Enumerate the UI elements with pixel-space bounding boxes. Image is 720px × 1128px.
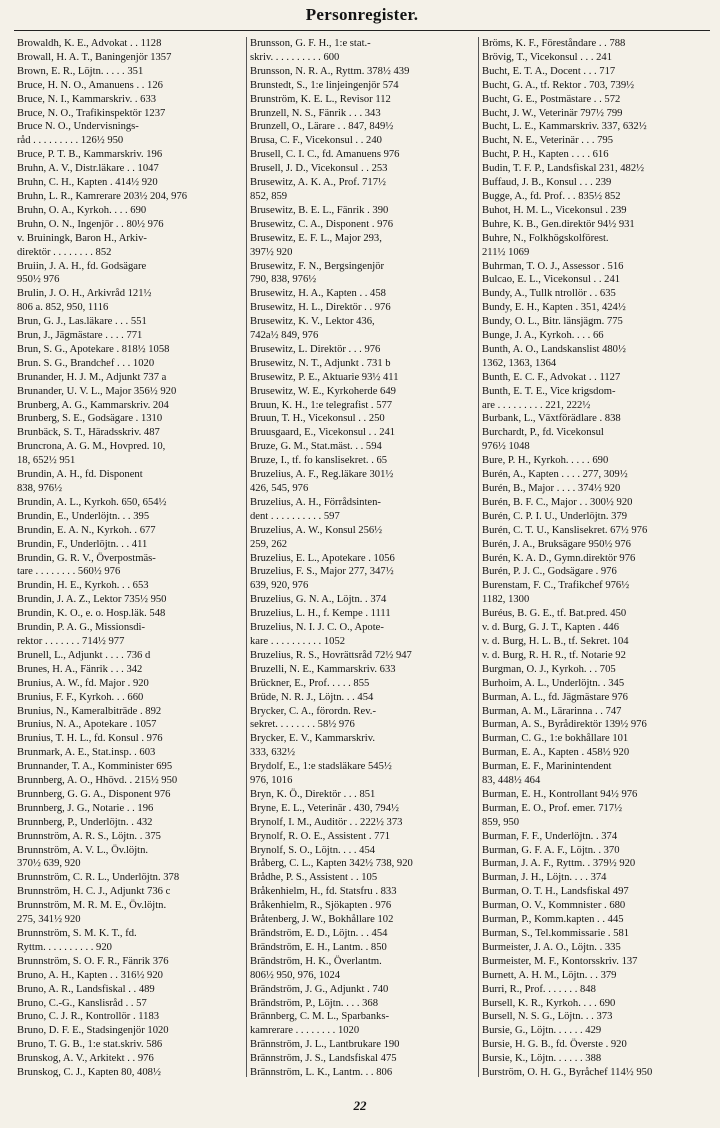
register-entry: Brundin, P. A. G., Missionsdi- xyxy=(17,622,146,634)
register-entry: Bursell, K. R., Kyrkoh. . . . 690 xyxy=(482,997,616,1009)
register-entry: 806½ 950, 976, 1024 xyxy=(250,969,341,981)
register-entry: Bure, P. H., Kyrkoh. . . . . 690 xyxy=(482,455,609,467)
register-entry: Brown, E. R., Löjtn. . . . . 351 xyxy=(17,65,144,77)
register-entry: v. d. Burg, R. H. R., tf. Notarie 92 xyxy=(482,649,626,661)
register-entry: Bruhn, L. R., Kamrerare 203½ 204, 976 xyxy=(17,190,188,202)
register-entry: Brändström, J. G., Adjunkt . 740 xyxy=(250,983,389,995)
register-entry: kamrerare . . . . . . . . 1020 xyxy=(250,1025,360,1037)
register-entry: Brunius, T. H. L., fd. Konsul . 976 xyxy=(17,733,163,745)
register-entry: Burman, J. A. F., Ryttm. . 379½ 920 xyxy=(482,858,636,870)
register-entry: Brunius, N. A., Apotekare . 1057 xyxy=(17,719,157,731)
register-entry: Brändström, E. D., Löjtn. . . 454 xyxy=(250,928,388,939)
register-entry: Brunius, A. W., fd. Major . 920 xyxy=(17,677,149,689)
register-entry: Bruce, N. O., Trafikinspektör 1237 xyxy=(17,107,166,119)
register-entry: Brusewitz, L. Direktör . . . 976 xyxy=(250,343,381,355)
register-entry: Burman, A. L., fd. Jägmästare 976 xyxy=(482,691,628,703)
register-entry: Brännberg, C. M. L., Sparbanks- xyxy=(250,1011,389,1023)
register-entry: 275, 341½ 920 xyxy=(17,914,81,926)
register-entry: Burén, B., Major . . . . 374½ 920 xyxy=(482,483,621,494)
register-entry: Bryn, K. Ö., Direktör . . . 851 xyxy=(250,788,376,800)
register-entry: Brunzell, O., Lärare . . 847, 849½ xyxy=(250,121,394,133)
register-entry: Bunth, E. T. E., Vice krigsdom- xyxy=(482,385,616,397)
page-number: 22 xyxy=(353,1098,367,1113)
register-entry: Bursell, N. S. G., Löjtn. . . 373 xyxy=(482,1011,613,1023)
register-entry: 976½ 1048 xyxy=(482,441,530,453)
register-entry: Brunander, H. J. M., Adjunkt 737 a xyxy=(17,371,167,383)
register-entry: Brynolf, S. O., Löjtn. . . . 454 xyxy=(250,844,376,856)
register-entry: direktör . . . . . . . . 852 xyxy=(17,246,112,258)
register-entry: Burman, E. A., Kapten . 458½ 920 xyxy=(482,747,630,759)
register-entry: Brundin, A. H., fd. Disponent xyxy=(17,469,143,481)
register-entry: are . . . . . . . . . 221, 222½ xyxy=(482,399,591,411)
register-entry: 806 a. 852, 950, 1116 xyxy=(17,302,109,314)
register-entry: Brun. S. G., Brandchef . . . 1020 xyxy=(17,357,155,369)
register-entry: Brunbäck, S. T., Häradsskriv. 487 xyxy=(17,427,160,439)
register-entry: Bundy, A., Tullk ntrollör . . 635 xyxy=(482,288,616,300)
register-entry: Bruun, T. H., Vicekonsul . . 250 xyxy=(250,413,385,425)
register-entry: Burman, G. F. A. F., Löjtn. . 370 xyxy=(482,844,620,856)
register-entry: råd . . . . . . . . . 126½ 950 xyxy=(17,135,124,147)
register-entry: Burén, A., Kapten . . . . 277, 309½ xyxy=(482,469,628,481)
register-entry: Brundin, E. A. N., Kyrkoh. . 677 xyxy=(17,524,156,536)
register-entry: Burri, R., Prof. . . . . . . 848 xyxy=(482,983,596,995)
register-entry: Burman, O. T. H., Landsfiskal 497 xyxy=(482,886,629,898)
register-entry: Bryne, E. L., Veterinär . 430, 794½ xyxy=(250,802,399,814)
register-entry: 333, 632½ xyxy=(250,747,296,759)
register-entry: 950½ 976 xyxy=(17,274,60,286)
register-entry: Brunberg, A. G., Kammarskriv. 204 xyxy=(17,399,169,411)
register-entry: Bucht, E. T. A., Docent . . . 717 xyxy=(482,65,616,77)
register-entry: Brusewitz, N. T., Adjunkt . 731 b xyxy=(250,357,391,369)
register-entry: Brunnberg, G. G. A., Disponent 976 xyxy=(17,788,171,800)
register-entry: Bugge, A., fd. Prof. . . 835½ 852 xyxy=(482,190,621,202)
register-entry: Brundin, E., Underlöjtn. . . 395 xyxy=(17,510,150,522)
register-entry: Bruzelius, A. F., Reg.läkare 301½ xyxy=(250,469,394,481)
register-entry: Bruno, C.-G., Kanslisråd . . 57 xyxy=(17,997,147,1009)
register-entry: Brunsson, G. F. H., 1:e stat.- xyxy=(250,38,371,49)
register-entry: Bruhn, O. A., Kyrkoh. . . . 690 xyxy=(17,204,147,216)
register-entry: Bruhn, A. V., Distr.läkare . . 1047 xyxy=(17,163,159,175)
register-entry: 639, 920, 976 xyxy=(250,580,309,592)
register-entry: Bursie, H. G. B., fd. Överste . 920 xyxy=(482,1039,627,1051)
register-entry: Brunnström, S. O. F. R., Fänrik 376 xyxy=(17,955,169,967)
register-entry: Bucht, G. E., Postmästare . . 572 xyxy=(482,93,621,105)
register-entry: Bruce, N. I., Kammarskriv. . 633 xyxy=(17,93,157,105)
register-entry: Bruce, P. T. B., Kammarskriv. 196 xyxy=(17,149,163,161)
register-entry: Bruno, D. F. E., Stadsingenjör 1020 xyxy=(17,1025,169,1037)
register-entry: Bruun, K. H., 1:e telegrafist . 577 xyxy=(250,399,393,411)
register-entry: Brunnberg, J. G., Notarie . . 196 xyxy=(17,802,154,814)
register-entry: Burman, A. S., Byrådirektör 139½ 976 xyxy=(482,719,647,731)
register-entry: Bruusgaard, E., Vicekonsul . . 241 xyxy=(250,427,396,439)
register-entry: Brunander, U. V. L., Major 356½ 920 xyxy=(17,385,177,397)
register-entry: Bundy, O. L., Bitr. länsjägm. 775 xyxy=(482,316,623,328)
register-entry: Bruze, I., tf. fo kanslisekret. . 65 xyxy=(250,455,388,467)
register-entry: Burmeister, J. A. O., Löjtn. . 335 xyxy=(482,941,621,953)
register-entry: Brunstedt, S., 1:e linjeingenjör 574 xyxy=(250,79,399,91)
register-entry: Burgman, O. J., Kyrkoh. . . 705 xyxy=(482,663,616,675)
register-entry: Brändström, H. K., Överlantm. xyxy=(250,955,382,967)
register-entry: Bruno, T. G. B., 1:e stat.skriv. 586 xyxy=(17,1039,163,1051)
register-entry: Burhoim, A. L., Underlöjtn. . 345 xyxy=(482,677,625,689)
register-entry: Brycker, E. V., Kammarskriv. xyxy=(250,733,376,745)
register-entry: v. d. Burg, H. L. B., tf. Sekret. 104 xyxy=(482,635,629,647)
header-rule xyxy=(14,30,710,31)
register-entry: Bunge, J. A., Kyrkoh. . . . 66 xyxy=(482,330,604,342)
register-entry: Bråkenhielm, H., fd. Statsfru . 833 xyxy=(250,886,397,898)
register-column-1 xyxy=(14,37,246,1077)
register-entry: Burman, P., Komm.kapten . . 445 xyxy=(482,914,624,926)
register-entry: Brunius, F. F., Kyrkoh. . . 660 xyxy=(17,691,144,703)
register-entry: Brunnström, A. R. S., Löjtn. . 375 xyxy=(17,830,161,842)
register-entry: Brycker, C. A., förordn. Rev.- xyxy=(250,705,376,717)
register-entry: Burman, E. O., Prof. emer. 717½ xyxy=(482,802,623,814)
register-entry: Burén, C. T. U., Kanslisekret. 67½ 976 xyxy=(482,524,648,536)
register-entry: Bruzelius, A. H., Förrådsinten- xyxy=(250,496,381,508)
register-entry: Bruzelli, N. E., Kammarskriv. 633 xyxy=(250,663,396,675)
register-entry: Brusell, J. D., Vicekonsul . . 253 xyxy=(250,163,388,175)
register-entry: Buhot, H. M. L., Vicekonsul . 239 xyxy=(482,204,627,216)
register-entry: Brulin, J. O. H., Arkivråd 121½ xyxy=(17,288,152,300)
register-entry: Brusewitz, F. N., Bergsingenjör xyxy=(250,260,385,272)
register-entry: Brundin, H. E., Kyrkoh. . . 653 xyxy=(17,580,149,592)
register-column-3 xyxy=(478,37,710,1077)
register-entry: Brännström, J. L., Lantbrukare 190 xyxy=(250,1039,400,1051)
register-entry: Brusewitz, K. V., Lektor 436, xyxy=(250,316,375,328)
register-entry: Bruhn, O. N., Ingenjör . . 80½ 976 xyxy=(17,218,164,230)
register-entry: tare . . . . . . . . 560½ 976 xyxy=(17,566,121,578)
register-entry: Burén, B. F. C., Major . . 300½ 920 xyxy=(482,496,633,508)
register-entry: Burman, F. F., Underlöjtn. . 374 xyxy=(482,830,618,842)
register-entry: Bruzelius, R. S., Hovrättsråd 72½ 947 xyxy=(250,649,412,661)
register-entry: Bruzelius, L. H., f. Kempe . 1111 xyxy=(250,608,391,620)
register-entry: Burman, E. F., Marinintendent xyxy=(482,761,612,773)
register-entry: 18, 652½ 951 xyxy=(17,455,76,467)
register-entry: Brunnberg, P., Underlöjtn. . 432 xyxy=(17,816,153,828)
register-entry: 83, 448½ 464 xyxy=(482,775,541,787)
register-entry: Brunnström, C. R. L., Underlöjtn. 378 xyxy=(17,872,180,884)
register-entry: Burén, J. A., Bruksägare 950½ 976 xyxy=(482,538,631,550)
register-entry: Bucht, N. E., Veterinär . . . 795 xyxy=(482,135,614,147)
register-entry: Burén, P. J. C., Godsägare . 976 xyxy=(482,566,617,578)
register-entry: Buhre, K. B., Gen.direktör 94½ 931 xyxy=(482,218,635,230)
register-column-2 xyxy=(246,37,478,1077)
register-entry: Brundin, K. O., e. o. Hosp.läk. 548 xyxy=(17,608,166,620)
register-entry: 259, 262 xyxy=(250,538,288,550)
register-entry: v. Bruiningk, Baron H., Arkiv- xyxy=(17,232,147,244)
register-entry: 859, 950 xyxy=(482,816,520,828)
register-entry: 426, 545, 976 xyxy=(250,483,309,494)
register-entry: Brusell, C. I. C., fd. Amanuens 976 xyxy=(250,149,400,161)
register-entry: Brunnström, M. R. M. E., Öv.löjtn. xyxy=(17,900,167,912)
register-entry: Brusa, C. F., Vicekonsul . . 240 xyxy=(250,135,382,147)
register-entry: Bucht, L. E., Kammarskriv. 337, 632½ xyxy=(482,121,647,133)
register-entry: Bruno, A. H., Kapten . . 316½ 920 xyxy=(17,969,163,981)
register-entry: rektor . . . . . . . 714½ 977 xyxy=(17,635,125,647)
register-entry: Bruhn, C. H., Kapten . 414½ 920 xyxy=(17,177,158,189)
register-entry: Brun, G. J., Las.läkare . . . 551 xyxy=(17,316,147,328)
register-entry: Burén, C. P. I. U., Underlöjtn. 379 xyxy=(482,510,628,522)
register-entry: Brunnström, A. V. L., Öv.löjtn. xyxy=(17,844,149,856)
register-entry: Burchardt, P., fd. Vicekonsul xyxy=(482,427,604,439)
register-entry: Brådhe, P. S., Assistent . . 105 xyxy=(250,872,378,884)
register-entry: Brunnberg, A. O., Hhövd. . 215½ 950 xyxy=(17,775,178,787)
register-entry: Brun, S. G., Apotekare . 818½ 1058 xyxy=(17,343,170,355)
register-entry: Bruze, G. M., Stat.mäst. . . 594 xyxy=(250,441,382,453)
register-entry: Buréus, B. G. E., tf. Bat.pred. 450 xyxy=(482,608,627,620)
register-entry: Brundin, J. A. Z., Lektor 735½ 950 xyxy=(17,594,167,606)
register-entry: Burenstam, F. C., Trafikchef 976½ xyxy=(482,580,630,592)
register-entry: Brundin, A. L., Kyrkoh. 650, 654½ xyxy=(17,496,167,508)
register-entry: Brännström, L. K., Lantm. . . 806 xyxy=(250,1067,393,1077)
register-entry: Brydolf, E., 1:e stadsläkare 545½ xyxy=(250,761,392,773)
register-entry: Brövig, T., Vicekonsul . . . 241 xyxy=(482,51,613,63)
register-entry: Burman, J. H., Löjtn. . . . 374 xyxy=(482,872,607,884)
register-entry: Brunius, N., Kameralbiträde . 892 xyxy=(17,705,162,717)
register-entry: Buhre, N., Folkhögskolförest. xyxy=(482,232,609,244)
register-entry: Bråtenberg, J. W., Bokhållare 102 xyxy=(250,914,394,926)
register-entry: Buffaud, J. B., Konsul . . . 239 xyxy=(482,177,612,189)
register-entry: Brunström, K. E. L., Revisor 112 xyxy=(250,93,391,105)
register-entry: 838, 976½ xyxy=(17,483,63,494)
register-entry: Bruncrona, A. G. M., Hovpred. 10, xyxy=(17,441,166,453)
register-entry: Brusewitz, A. K. A., Prof. 717½ xyxy=(250,177,386,189)
register-entry: dent . . . . . . . . . . 597 xyxy=(250,510,340,522)
register-entry: Burman, E. H., Kontrollant 94½ 976 xyxy=(482,788,638,800)
register-entry: Brunell, L., Adjunkt . . . . 736 d xyxy=(17,649,151,661)
register-entry: Brunsson, N. R. A., Ryttm. 378½ 439 xyxy=(250,65,410,77)
register-entry: Bulcao, E. L., Vicekonsul . . 241 xyxy=(482,274,621,286)
register-entry: Brännström, J. S., Landsfiskal 475 xyxy=(250,1053,397,1065)
register-entry: Bråberg, C. L., Kapten 342½ 738, 920 xyxy=(250,858,413,870)
register-entry: Bucht, P. H., Kapten . . . . 616 xyxy=(482,149,609,161)
register-entry: Bruzelius, G. N. A., Löjtn. . 374 xyxy=(250,594,387,606)
register-entry: Bruzelius, F. S., Major 277, 347½ xyxy=(250,566,394,578)
register-entry: Budin, T. F. P., Landsfiskal 231, 482½ xyxy=(482,163,645,175)
register-entry: Brun, J., Jägmästare . . . . 771 xyxy=(17,330,143,342)
register-entry: Brändström, E. H., Lantm. . 850 xyxy=(250,941,387,953)
register-entry: Brynolf, R. O. E., Assistent . 771 xyxy=(250,830,391,842)
register-entry: Brunskog, A. V., Arkitekt . . 976 xyxy=(17,1053,154,1065)
register-entry: Ryttm. . . . . . . . . . 920 xyxy=(17,941,112,953)
register-entry: Brunnström, H. C. J., Adjunkt 736 c xyxy=(17,886,171,898)
register-entry: Bruzelius, A. W., Konsul 256½ xyxy=(250,524,383,536)
register-entry: 397½ 920 xyxy=(250,246,293,258)
register-entry: Brunzell, N. S., Fänrik . . . 343 xyxy=(250,107,381,119)
register-entry: kare . . . . . . . . . . 1052 xyxy=(250,635,346,647)
register-entry: Burström, O. H. G., Byråchef 114½ 950 xyxy=(482,1067,653,1077)
register-entry: Bruiin, J. A. H., fd. Godsägare xyxy=(17,260,147,272)
register-entry: Burmeister, M. F., Kontorsskriv. 137 xyxy=(482,955,638,967)
register-entry: 742a½ 849, 976 xyxy=(250,330,319,342)
register-entry: Brusewitz, P. E., Aktuarie 93½ 411 xyxy=(250,371,399,383)
register-entry: Bunth, E. C. F., Advokat . . 1127 xyxy=(482,371,621,383)
register-entry: Bucht, J. W., Veterinär 797½ 799 xyxy=(482,107,623,119)
register-entry: Brückner, E., Prof. . . . . 855 xyxy=(250,677,370,689)
register-entry: Burman, O. V., Kommnister . 680 xyxy=(482,900,626,912)
register-entry: Bröms, K. F., Föreståndare . . 788 xyxy=(482,38,626,49)
register-entry: Browall, H. A. T., Baningenjör 1357 xyxy=(17,51,172,63)
register-entry: Brunskog, C. J., Kapten 80, 408½ xyxy=(17,1067,161,1077)
register-entry: Bruce N. O., Undervisnings- xyxy=(17,121,139,133)
register-entry: sekret. . . . . . . . 58½ 976 xyxy=(250,719,355,731)
register-entry: Burbank, L., Växtförädlare . 838 xyxy=(482,413,621,425)
register-entry: 976, 1016 xyxy=(250,775,293,787)
register-entry: 211½ 1069 xyxy=(482,246,530,258)
register-entry: Brunnström, S. M. K. T., fd. xyxy=(17,928,137,939)
register-entry: Bråkenhielm, R., Sjökapten . 976 xyxy=(250,900,392,912)
register-entry: Brüde, N. R. J., Löjtn. . . 454 xyxy=(250,691,374,703)
register-entry: 1182, 1300 xyxy=(482,594,530,606)
register-entry: Brundin, G. R. V., Överpostmäs- xyxy=(17,552,156,564)
register-entry: Bunth, A. O., Landskanslist 480½ xyxy=(482,343,626,355)
register-entry: Brusewitz, B. E. L., Fänrik . 390 xyxy=(250,204,389,216)
register-columns xyxy=(14,37,710,1077)
register-entry: Bruzelius, N. I. J. C. O., Apote- xyxy=(250,622,384,634)
register-entry: Bundy, E. H., Kapten . 351, 424½ xyxy=(482,302,626,314)
register-entry: Burén, K. A. D., Gymn.direktör 976 xyxy=(482,552,636,564)
register-entry: skriv. . . . . . . . . . 600 xyxy=(250,51,340,63)
register-entry: 370½ 639, 920 xyxy=(17,858,81,870)
register-entry: Bursie, G., Löjtn. . . . . . 429 xyxy=(482,1025,602,1037)
register-entry: Brunnander, T. A., Komminister 695 xyxy=(17,761,173,773)
register-entry: Burman, S., Tel.kommissarie . 581 xyxy=(482,928,630,939)
register-entry: Brundin, F., Underlöjtn. . . 411 xyxy=(17,538,148,550)
register-entry: Bruno, C. J. R., Kontrollör . 1183 xyxy=(17,1011,160,1023)
register-entry: Browaldh, K. E., Advokat . . 1128 xyxy=(17,38,162,49)
register-entry: Bruzelius, E. L., Apotekare . 1056 xyxy=(250,552,395,564)
register-entry: Brynolf, I. M., Auditör . . 222½ 373 xyxy=(250,816,403,828)
register-entry: Brusewitz, W. E., Kyrkoherde 649 xyxy=(250,385,396,397)
register-entry: 852, 859 xyxy=(250,190,288,202)
register-entry: Brunberg, S. E., Godsägare . 1310 xyxy=(17,413,163,425)
register-entry: Burman, C. G., 1:e bokhållare 101 xyxy=(482,733,629,745)
register-entry: 790, 838, 976½ xyxy=(250,274,317,286)
register-entry: Burman, A. M., Lärarinna . . 747 xyxy=(482,705,622,717)
register-entry: Bucht, G. A., tf. Rektor . 703, 739½ xyxy=(482,79,635,91)
register-entry: Bursie, K., Löjtn. . . . . . 388 xyxy=(482,1053,602,1065)
register-entry: Brusewitz, H. L., Direktör . . 976 xyxy=(250,302,391,314)
register-entry: Bruce, H. N. O., Amanuens . . 126 xyxy=(17,79,163,91)
page-title: Personregister. xyxy=(305,5,419,24)
register-entry: Brändström, P., Löjtn. . . . 368 xyxy=(250,997,379,1009)
register-entry: Brusewitz, H. A., Kapten . . 458 xyxy=(250,288,386,300)
register-entry: Brunes, H. A., Fänrik . . . 342 xyxy=(17,663,143,675)
register-entry: Buhrman, T. O. J., Assessor . 516 xyxy=(482,260,624,272)
register-entry: v. d. Burg, G. J. T., Kapten . 446 xyxy=(482,622,620,634)
register-entry: Brusewitz, C. A., Disponent . 976 xyxy=(250,218,394,230)
register-entry: Burnett, A. H. M., Löjtn. . . 379 xyxy=(482,969,617,981)
register-entry: Bruno, A. R., Landsfiskal . . 489 xyxy=(17,983,155,995)
register-entry: Brunmark, A. E., Stat.insp. . 603 xyxy=(17,747,156,759)
register-entry: 1362, 1363, 1364 xyxy=(482,357,557,369)
register-entry: Brusewitz, E. F. L., Major 293, xyxy=(250,232,382,244)
